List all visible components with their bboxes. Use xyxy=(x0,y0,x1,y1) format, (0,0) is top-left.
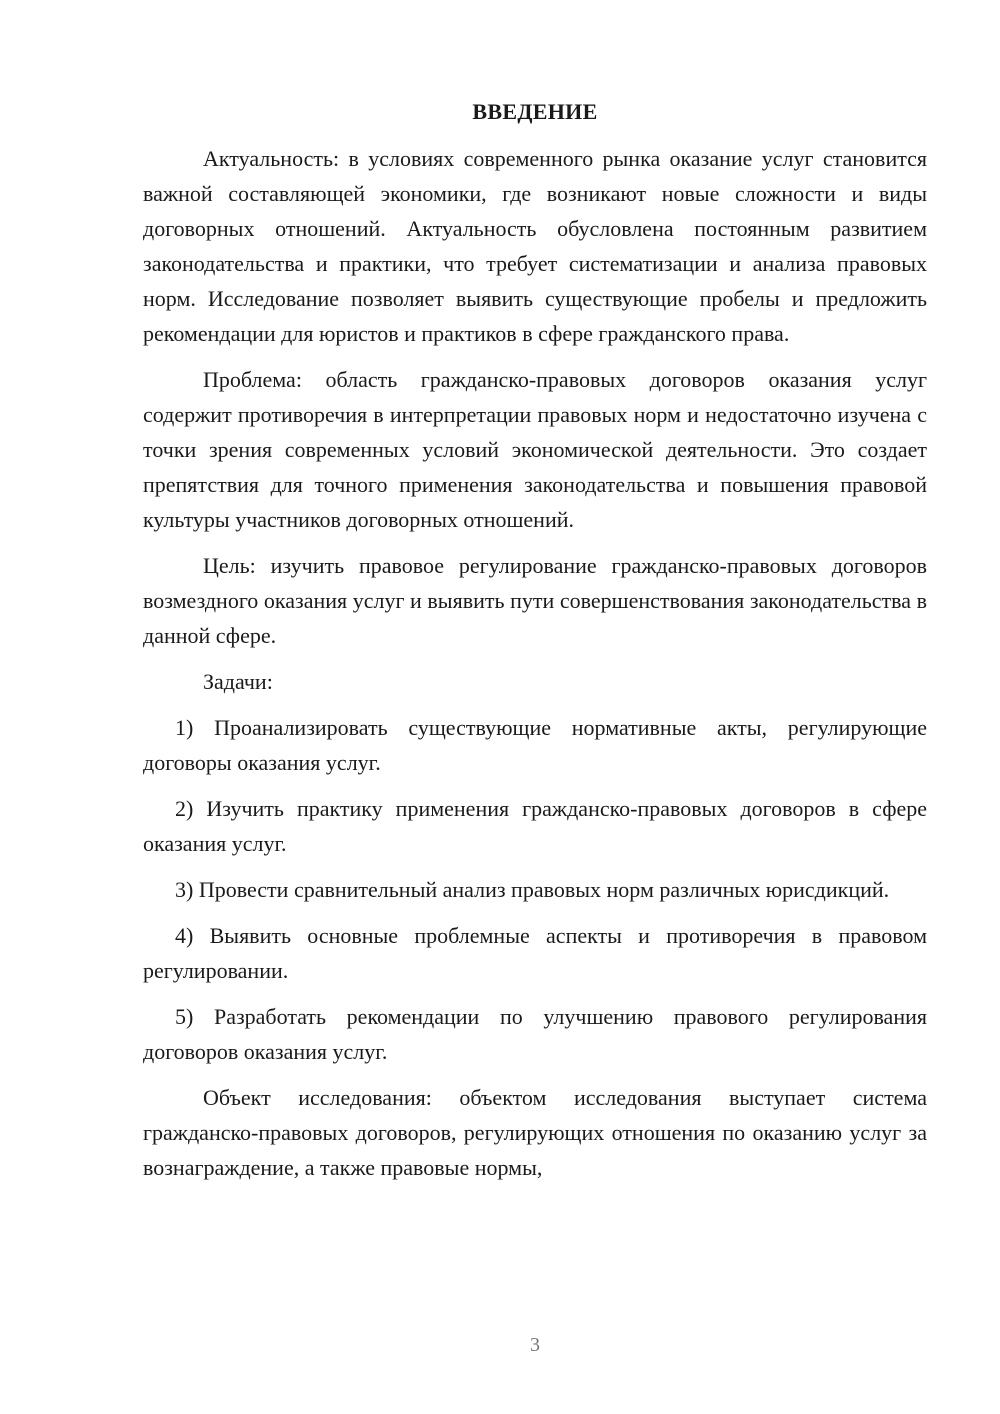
section-title: ВВЕДЕНИЕ xyxy=(472,99,598,124)
paragraph-goal: Цель: изучить правовое регулирование гражданско-правовых договоров возмездного оказания услуг и выявить пути совершенствования законодательства в данной сфере. xyxy=(143,553,927,648)
document-body xyxy=(143,141,927,1196)
task-item-2: 2) Изучить практику применения гражданско-правовых договоров в сфере оказания услуг. xyxy=(143,796,927,856)
document-page xyxy=(143,0,927,1414)
paragraph-tasks-heading: Задачи: xyxy=(203,669,273,694)
page-number: 3 xyxy=(530,1334,540,1356)
task-item-3: 3) Провести сравнительный анализ правовых норм различных юрисдикций. xyxy=(175,877,890,902)
paragraph-relevance: Актуальность: в условиях современного рынка оказание услуг становится важной составляющей экономики, где возникают новые сложности и виды договорных отношений. Актуальность обусловлена постоянным развитием законодательства и практики, что требует систематизации и анализа правовых норм. Исследование позволяет выявить существующие пробелы и предложить рекомендации для юристов и практиков в сфере гражданского права. xyxy=(143,146,927,346)
paragraph-object: Объект исследования: объектом исследования выступает система гражданско-правовых договоров, регулирующих отношения по оказанию услуг за вознаграждение, а также правовые нормы, xyxy=(143,1085,927,1180)
task-item-5: 5) Разработать рекомендации по улучшению правового регулирования договоров оказания услуг. xyxy=(143,1004,927,1064)
task-item-1: 1) Проанализировать существующие нормативные акты, регулирующие договоры оказания услуг. xyxy=(143,715,927,775)
task-item-4: 4) Выявить основные проблемные аспекты и противоречия в правовом регулировании. xyxy=(143,923,927,983)
paragraph-problem: Проблема: область гражданско-правовых договоров оказания услуг содержит противоречия в интерпретации правовых норм и недостаточно изучена с точки зрения современных условий экономической деятельности. Это создает препятствия для точного применения законодательства и повышения правовой культуры участников договорных отношений. xyxy=(143,367,927,532)
